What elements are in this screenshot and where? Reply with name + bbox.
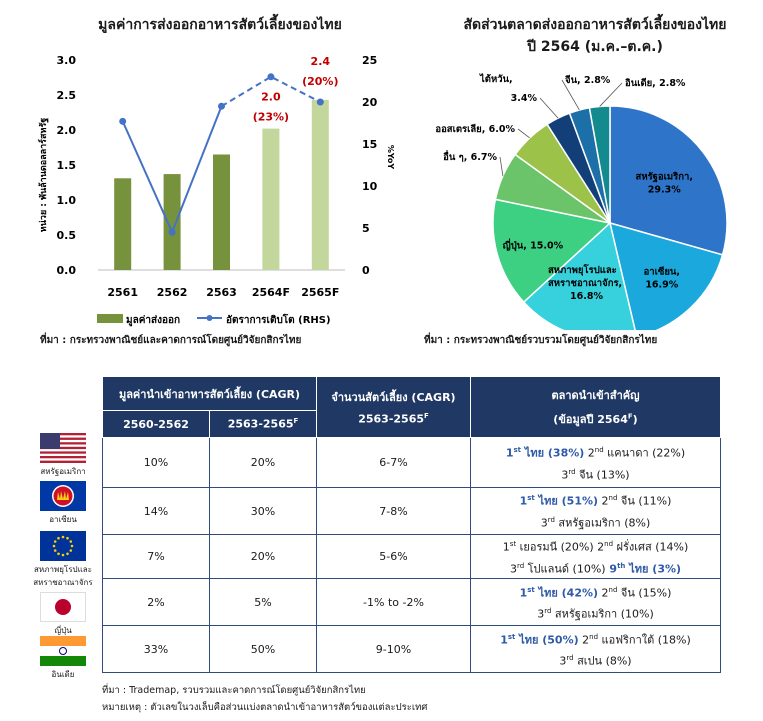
key-markets-line [471,602,720,624]
x-tick-label: 2562 [156,286,188,299]
growth-point-2561 [119,118,126,125]
asean-flag-icon [40,481,86,511]
header-period-2-forecast-mark: F [293,417,299,426]
cagr-2560-2562-cell: 7% [103,535,210,579]
cagr-2560-2562-cell: 10% [103,438,210,488]
header-markets-forecast-mark: F [627,412,633,421]
market-country: สเปน (8%) [573,654,632,668]
y-tick-label: 0.5 [56,229,76,242]
y-tick-label: 3.0 [56,54,76,67]
y-tick-label: 1.0 [56,194,76,207]
market-rank: 2 [578,633,590,647]
market-rank: 9 [605,562,618,576]
cagr-2563-2565-cell: 20% [210,535,317,579]
market-country: จีน (15%) [617,586,672,600]
eu-star [71,545,74,548]
y2-tick-label: 10 [362,180,378,193]
flag-label-india: อินเดีย [51,670,75,679]
market-rank: 2 [584,446,595,460]
import-market-table [102,376,721,673]
pie-label-6: 3.4% [510,93,537,104]
growth-point-2565F [317,99,324,106]
market-country: โปแลนด์ (10%) [524,562,606,576]
y-tick-label: 2.0 [56,124,76,137]
market-rank-ordinal: st [507,632,516,641]
market-country: จีน (13%) [575,468,630,482]
key-markets-line [471,511,720,533]
flag-usa-cell [30,433,96,478]
market-rank: 1 [519,586,528,600]
eu-star [62,554,65,557]
market-rank: 1 [505,446,514,460]
key-markets-cell [471,579,721,626]
bar-2561 [114,178,131,270]
key-markets-line [471,489,720,511]
cagr-2560-2562-cell: 2% [103,579,210,626]
x-tick-label: 2564F [251,286,290,299]
market-rank: 1 [502,540,510,554]
market-rank-ordinal: rd [547,516,555,524]
market-country: จีน (11%) [617,495,672,508]
key-markets-line [471,557,720,579]
market-thailand: ไทย (50%) [515,633,579,647]
eu-star [69,540,72,543]
market-rank-ordinal: st [527,494,535,503]
market-rank: 3 [559,654,567,668]
x-tick-label: 2565F [301,286,340,299]
footnote-note: หมายเหตุ : ตัวเลขในวงเล็บคือส่วนแบ่งตลาดนำเข้าอาหารสัตว์ของแต่ละประเทศ [102,702,428,713]
eu-star [54,540,57,543]
export-value-chart [0,40,400,332]
pie-leader-6 [540,98,558,118]
market-rank-ordinal: nd [608,585,618,594]
pie-label-6-name: ไต้หวัน, [480,74,513,85]
flag-eu-cell [30,531,96,589]
market-rank-ordinal: nd [604,540,614,548]
market-rank: 2 [598,586,609,600]
market-rank: 3 [561,468,569,482]
cagr-2563-2565-cell: 50% [210,626,317,673]
pie-label-1: อาเซียน, 16.9% [643,266,681,291]
annotation-value-2565F: 2.4 [310,55,331,68]
market-rank: 3 [509,562,517,576]
table-row [103,535,721,579]
cagr-2563-2565-cell: 20% [210,438,317,488]
legend-bar-swatch [97,314,123,323]
x-tick-label: 2561 [107,286,139,299]
header-markets-line2: (ข้อมูลปี $2564^F$) [553,412,638,426]
pie-label-8: อินเดีย, 2.8% [625,78,686,89]
market-country: แคนาดา (22%) [603,446,686,460]
key-markets-cell [471,438,721,488]
market-rank-ordinal: nd [589,632,599,641]
pie-label-0: สหรัฐอเมริกา, 29.3% [635,171,693,196]
table-row [103,626,721,673]
annotation-growth-2565F: (20%) [302,75,339,88]
key-markets-cell [471,488,721,535]
bar-2565F [312,100,329,270]
export-market-pie [400,40,763,330]
key-markets-line [471,463,720,485]
market-rank-ordinal: rd [568,467,576,476]
market-rank: 2 [593,540,605,554]
bar-chart-title: มูลค่าการส่งออกอาหารสัตว์เลี้ยงของไทย [98,17,342,33]
eu-star [57,537,60,540]
flag-japan-cell [30,592,96,637]
legend-line-marker [207,315,213,321]
y2-tick-label: 15 [362,138,378,151]
key-markets-line [471,649,720,671]
table-row [103,579,721,626]
header-pets-forecast-mark: F [424,412,429,421]
market-country: แอฟริกาใต้ (18%) [598,633,691,647]
growth-point-2562 [169,229,176,236]
market-rank-ordinal: rd [516,561,525,570]
market-thailand: ไทย (42%) [534,586,599,600]
market-rank: 1 [519,495,528,508]
market-rank-ordinal: st [527,585,535,594]
market-rank: 1 [500,633,508,647]
pie-label-4: อื่น ๆ, 6.7% [443,152,497,163]
flag-asean-cell [30,481,96,526]
header-pets-line1: จำนวนสัตว์เลี้ยง (CAGR) [331,391,456,405]
pie-label-2: สหภาพยุโรปและสหราชอาณาจักร, 16.8% [548,265,623,302]
cagr-2560-2562-cell: 14% [103,488,210,535]
flag-label-asean: อาเซียน [49,515,77,524]
market-rank-ordinal: nd [594,445,604,454]
footnote-source: ที่มา : Trademap, รวบรวมและคาดการณ์โดยศูนย์วิจัยกสิกรไทย [102,685,366,696]
market-thailand: ไทย (38%) [521,446,585,460]
flag-india-cell [30,636,96,681]
eu-flag-icon [40,531,86,561]
legend-bar-label: มูลค่าส่งออก [126,315,181,326]
table-row [103,438,721,488]
pet-growth-cell: -1% to -2% [317,579,471,626]
key-markets-line [471,581,720,603]
india-flag-icon [40,636,86,666]
eu-star [54,549,57,552]
market-rank-ordinal: rd [544,607,552,616]
market-rank: 3 [537,607,545,621]
market-rank-ordinal: rd [566,654,574,663]
eu-star [53,545,56,548]
header-period-1: 2560-2562 [103,411,210,438]
market-country: ฝรั่งเศส (14%) [613,540,689,554]
pet-growth-cell: 6-7% [317,438,471,488]
flag-label-japan: ญี่ปุ่น [54,626,72,635]
header-cagr-import: มูลค่านำเข้าอาหารสัตว์เลี้ยง (CAGR) [103,377,317,411]
y-tick-label: 0.0 [56,264,76,277]
market-country: เยอรมนี (20%) [516,540,594,554]
pie-chart-title-line1: สัดส่วนตลาดส่งออกอาหารสัตว์เลี้ยงของไทย [463,17,727,33]
eu-star [66,552,69,555]
pie-label-5: ออสเตรเลีย, 6.0% [435,124,515,135]
flag-label-usa: สหรัฐอเมริกา [40,467,86,476]
pie-chart-title-line2: ปี 2564 (ม.ค.–ต.ค.) [527,39,663,55]
market-country: สหรัฐอเมริกา (10%) [551,607,654,621]
market-rank-ordinal: st [513,445,521,454]
header-markets-line1: ตลาดนำเข้าสำคัญ [551,389,640,402]
market-country: สหรัฐอเมริกา (8%) [554,516,651,530]
flag-label-eu: สหภาพยุโรปและสหราชอาณาจักร [33,565,93,587]
bar-2562 [164,174,181,270]
pie-chart-source: ที่มา : กระทรวงพาณิชย์รวบรวมโดยศูนย์วิจัยกสิกรไทย [424,335,658,346]
market-rank-ordinal: nd [608,494,618,503]
y2-tick-label: 20 [362,96,378,109]
market-thailand: ไทย (51%) [534,495,599,508]
header-pets-line2: $2563-2565^F$ [358,412,429,426]
pie-leader-5 [518,129,530,138]
key-markets-line [471,628,720,650]
bar-chart-source: ที่มา : กระทรวงพาณิชย์และคาดการณ์โดยศูนย์วิจัยกสิกรไทย [40,335,302,346]
y-axis-label: หน่วย : พันล้านดอลลาร์สหรัฐ [39,117,49,233]
bar-2564F [262,129,279,270]
eu-star [57,552,60,555]
market-thailand: ไทย (3%) [625,562,682,576]
pie-label-7: จีน, 2.8% [565,75,611,86]
header-pets [317,377,471,438]
cagr-2563-2565-cell: 30% [210,488,317,535]
pet-growth-cell: 7-8% [317,488,471,535]
pie-label-3: ญี่ปุ่น, 15.0% [502,240,564,252]
cagr-2563-2565-cell: 5% [210,579,317,626]
key-markets-cell [471,535,721,579]
growth-point-2564F [267,73,274,80]
market-rank: 3 [540,516,548,530]
pie-leader-4 [500,157,503,176]
y2-tick-label: 5 [362,222,370,235]
pet-growth-cell: 5-6% [317,535,471,579]
cagr-2560-2562-cell: 33% [103,626,210,673]
annotation-value-2564F: 2.0 [261,90,281,104]
growth-point-2563 [218,103,225,110]
y2-axis-label: %YoY [386,144,395,170]
key-markets-line [471,441,720,463]
key-markets-line [471,535,720,557]
table-row [103,488,721,535]
pet-growth-cell: 9-10% [317,626,471,673]
japan-flag-icon [40,592,86,622]
annotation-growth-2564F: (23%) [252,110,290,124]
market-rank-ordinal: th [617,561,626,570]
key-markets-cell [471,626,721,673]
y-tick-label: 1.5 [56,159,76,172]
y-tick-label: 2.5 [56,89,76,102]
bar-2563 [213,155,230,271]
x-tick-label: 2563 [206,286,237,299]
y2-tick-label: 25 [362,54,378,67]
header-period-2: $2563-2565^F$ [210,411,317,438]
eu-star [62,536,65,539]
usa-flag-icon [40,433,86,463]
eu-star [66,537,69,540]
header-markets [471,377,721,438]
market-rank-ordinal: st [509,540,517,548]
y2-tick-label: 0 [362,264,370,277]
legend-line-label: อัตราการเติบโต (RHS) [226,315,331,326]
eu-star [69,549,72,552]
market-rank: 2 [598,495,609,508]
pie-leader-8 [600,83,622,106]
